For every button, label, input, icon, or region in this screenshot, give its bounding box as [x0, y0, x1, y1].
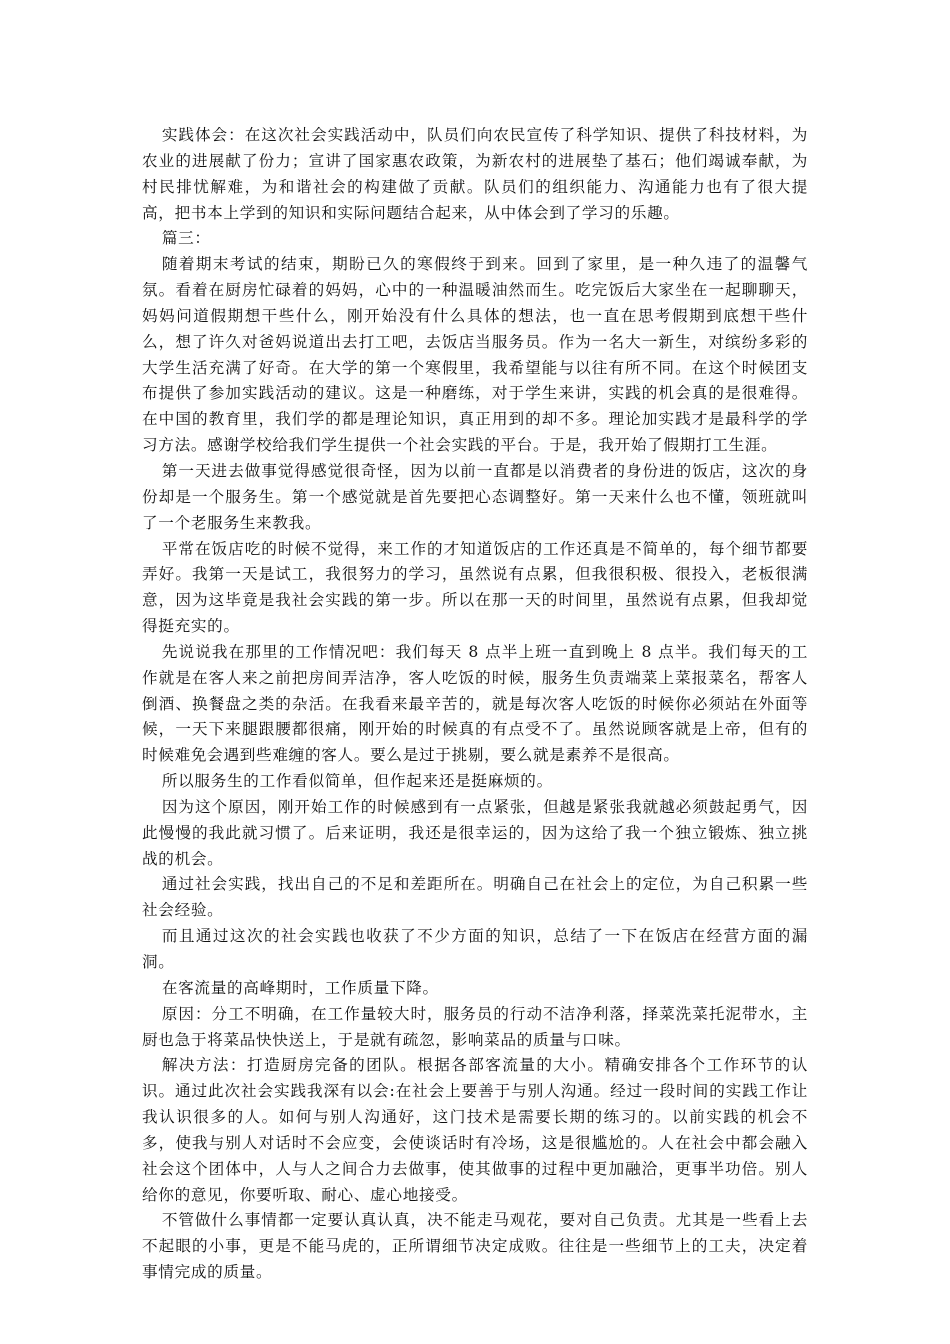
paragraph-peak-hours: 在客流量的高峰期时，工作质量下降。 — [161, 978, 439, 997]
document-body — [142, 123, 808, 1286]
paragraph-practice-reflection: 实践体会：在这次社会实践活动中，队员们向农民宣传了科学知识、提供了科技材料，为农业的进展献了份力；宣讲了国家惠农政策，为新农村的进展垫了基石；他们竭诚奉献，为村民排忧解难，为和谐社会的构建做了贡献。队员们的组织能力、沟通能力也有了很大提高，把书本上学到的知识和实际问题结合起来，从中体会到了学习的乐趣。 — [142, 126, 808, 222]
paragraph-winter-vacation: 随着期末考试的结束，期盼已久的寒假终于到来。回到了家里，是一种久违了的温馨气氛。看着在厨房忙碌着的妈妈，心中的一种温暖油然而生。吃完饭后大家坐在一起聊聊天，妈妈问道假期想干些什么，刚开始没有什么具体的想法，也一直在思考假期到底想干些什么，想了许久对爸妈说道出去打工吧，去饭店当服务员。作为一名大一新生，对缤纷多彩的大学生活充满了好奇。在大学的第一个寒假里，我希望能与以往有所不同。在这个时候团支布提供了参加实践活动的建议。这是一种磨练，对于学生来讲，实践的机会真的是很难得。在中国的教育里，我们学的都是理论知识，真正用到的却不多。理论加实践才是最科学的学习方法。感谢学校给我们学生提供一个社会实践的平台。于是，我开始了假期打工生涯。 — [142, 255, 808, 455]
paragraph-conclusion: 不管做什么事情都一定要认真认真，决不能走马观花，要对自己负责。尤其是一些看上去不起眼的小事，更是不能马虎的，正所谓细节决定成败。往往是一些细节上的工夫，决定着事情完成的质量。 — [142, 1211, 808, 1282]
section-heading-part-three: 篇三： — [161, 229, 211, 248]
paragraph-social-practice: 通过社会实践，找出自己的不足和差距所在。明确自己在社会上的定位，为自己积累一些社会经验。 — [142, 875, 808, 920]
paragraph-waiter-work: 所以服务生的工作看似简单，但作起来还是挺麻烦的。 — [161, 772, 553, 791]
paragraph-cause: 原因：分工不明确，在工作量较大时，服务员的行动不洁净利落，择菜洗菜托泥带水，主厨也急于将菜品快快送上，于是就有疏忽，影响菜品的质量与口味。 — [142, 1004, 808, 1049]
paragraph-restaurant-work: 平常在饭店吃的时候不觉得，来工作的才知道饭店的工作还真是不简单的，每个细节都要弄好。我第一天是试工，我很努力的学习，虽然说有点累，但我很积极、很投入，老板很满意，因为这毕竟是我社会实践的第一步。所以在那一天的时间里，虽然说有点累，但我却觉得挺充实的。 — [142, 539, 808, 636]
paragraph-knowledge-gained: 而且通过这次的社会实践也收获了不少方面的知识，总结了一下在饭店在经营方面的漏洞。 — [142, 927, 808, 971]
paragraph-solution: 解决方法：打造厨房完备的团队。根据各部客流量的大小。精确安排各个工作环节的认识。通过此次社会实践我深有以会:在社会上要善于与别人沟通。经过一段时间的实践工作让我认识很多的人。如何与别人沟通好，这门技术是需要长期的练习的。以前实践的机会不多，使我与别人对话时不会应变，会使谈话时有冷场，这是很尴尬的。人在社会中都会融入社会这个团体中，人与人之间合力去做事，使其做事的过程中更加融洽，更事半功倍。别人给你的意见，你要听取、耐心、虚心地接受。 — [142, 1056, 808, 1204]
paragraph-work-situation: 先说说我在那里的工作情况吧：我们每天 8 点半上班一直到晚上 8 点半。我们每天的工作就是在客人来之前把房间弄洁净，客人吃饭的时候，服务生负责端菜上菜报菜名，帮客人倒酒、换餐盘之类的杂活。在我看来最辛苦的，就是每次客人吃饭的时候你必须站在外面等候，一天下来腿跟腰都很痛，刚开始的时候真的有点受不了。虽然说顾客就是上帝，但有的时候难免会遇到些难缠的客人。要么是过于挑剔，要么就是素养不是很高。 — [142, 642, 808, 765]
paragraph-first-day: 第一天进去做事觉得感觉很奇怪，因为以前一直都是以消费者的身份进的饭店，这次的身份却是一个服务生。第一个感觉就是首先要把心态调整好。第一天来什么也不懂，领班就叫了一个老服务生来教我。 — [142, 461, 808, 532]
paragraph-nervous-start: 因为这个原因，刚开始工作的时候感到有一点紧张，但越是紧张我就越必须鼓起勇气，因此慢慢的我此就习惯了。后来证明，我还是很幸运的，因为这给了我一个独立锻炼、独立挑战的机会。 — [142, 797, 808, 868]
